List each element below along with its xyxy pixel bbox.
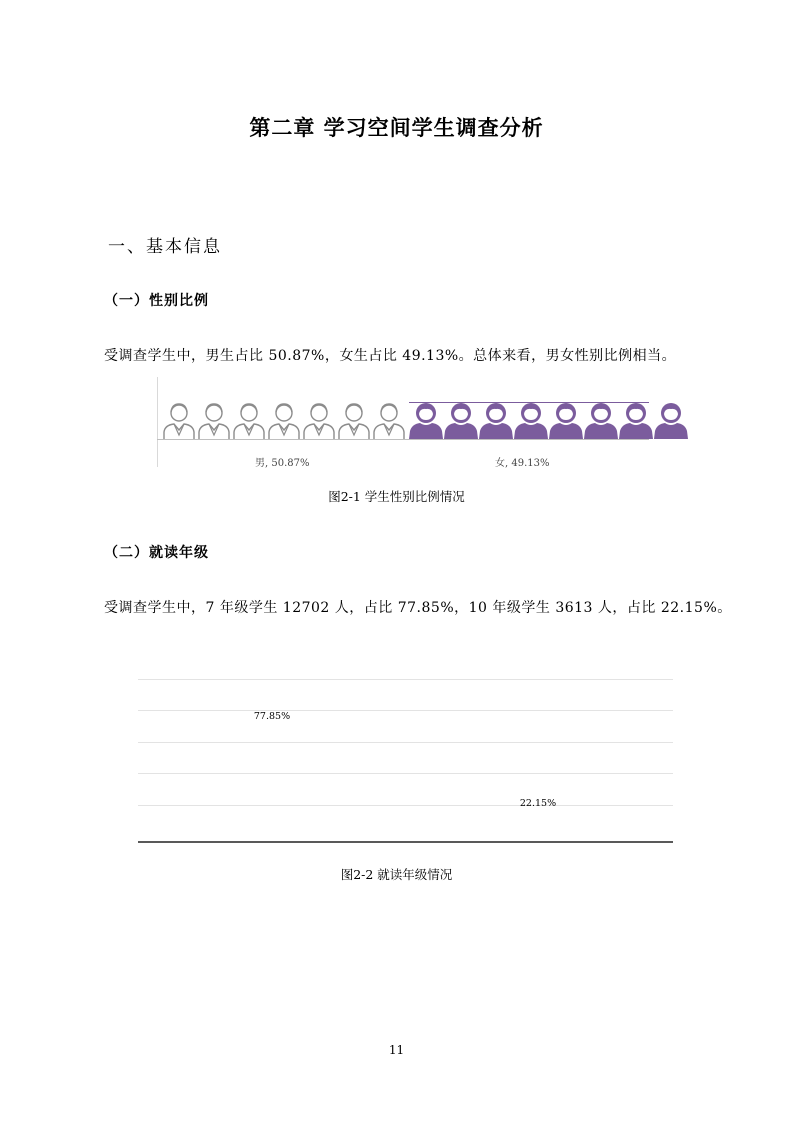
male-person-icon xyxy=(371,401,407,439)
male-person-icon xyxy=(196,401,232,439)
grade-bar-chart xyxy=(138,668,673,848)
male-person-icon xyxy=(301,401,337,439)
gridline xyxy=(138,805,673,806)
gender-pictogram-chart xyxy=(157,377,657,467)
data-label-grade-10: 22.15% xyxy=(519,798,557,810)
male-person-icon xyxy=(161,401,197,439)
pictogram-axis xyxy=(157,377,158,467)
chapter-title: 第二章 学习空间学生调查分析 xyxy=(249,116,544,140)
female-person-icon xyxy=(653,401,689,439)
female-person-icon xyxy=(548,401,584,439)
gridline xyxy=(138,773,673,774)
gridline xyxy=(138,742,673,743)
x-axis xyxy=(138,841,673,843)
female-label: 女, 49.13% xyxy=(495,458,550,469)
female-person-icon xyxy=(513,401,549,439)
subsection-title-grade: （二）就读年级 xyxy=(104,545,209,561)
female-person-icon xyxy=(583,401,619,439)
section-title-basic-info: 一、基本信息 xyxy=(108,237,222,257)
figure-1-caption: 图2-1 学生性别比例情况 xyxy=(328,489,465,504)
male-person-icon xyxy=(231,401,267,439)
page-number: 11 xyxy=(388,1043,405,1057)
gender-paragraph: 受调查学生中，男生占比 50.87%，女生占比 49.13%。总体来看，男女性别比例相当。 xyxy=(104,348,677,364)
gridline xyxy=(138,679,673,680)
female-person-icon xyxy=(443,401,479,439)
male-label: 男, 50.87% xyxy=(255,458,310,469)
subsection-title-gender: （一）性别比例 xyxy=(104,293,209,309)
female-person-icon xyxy=(618,401,654,439)
gridline xyxy=(138,710,673,711)
figure-2-caption: 图2-2 就读年级情况 xyxy=(340,867,453,882)
data-label-grade-7: 77.85% xyxy=(253,710,291,722)
female-person-icon xyxy=(478,401,514,439)
male-person-icon xyxy=(336,401,372,439)
grade-paragraph: 受调查学生中，7 年级学生 12702 人，占比 77.85%，10 年级学生 3613 人，占比 22.15%。 xyxy=(104,600,732,616)
male-person-icon xyxy=(266,401,302,439)
female-person-icon xyxy=(408,401,444,439)
pictogram-baseline xyxy=(157,439,649,440)
